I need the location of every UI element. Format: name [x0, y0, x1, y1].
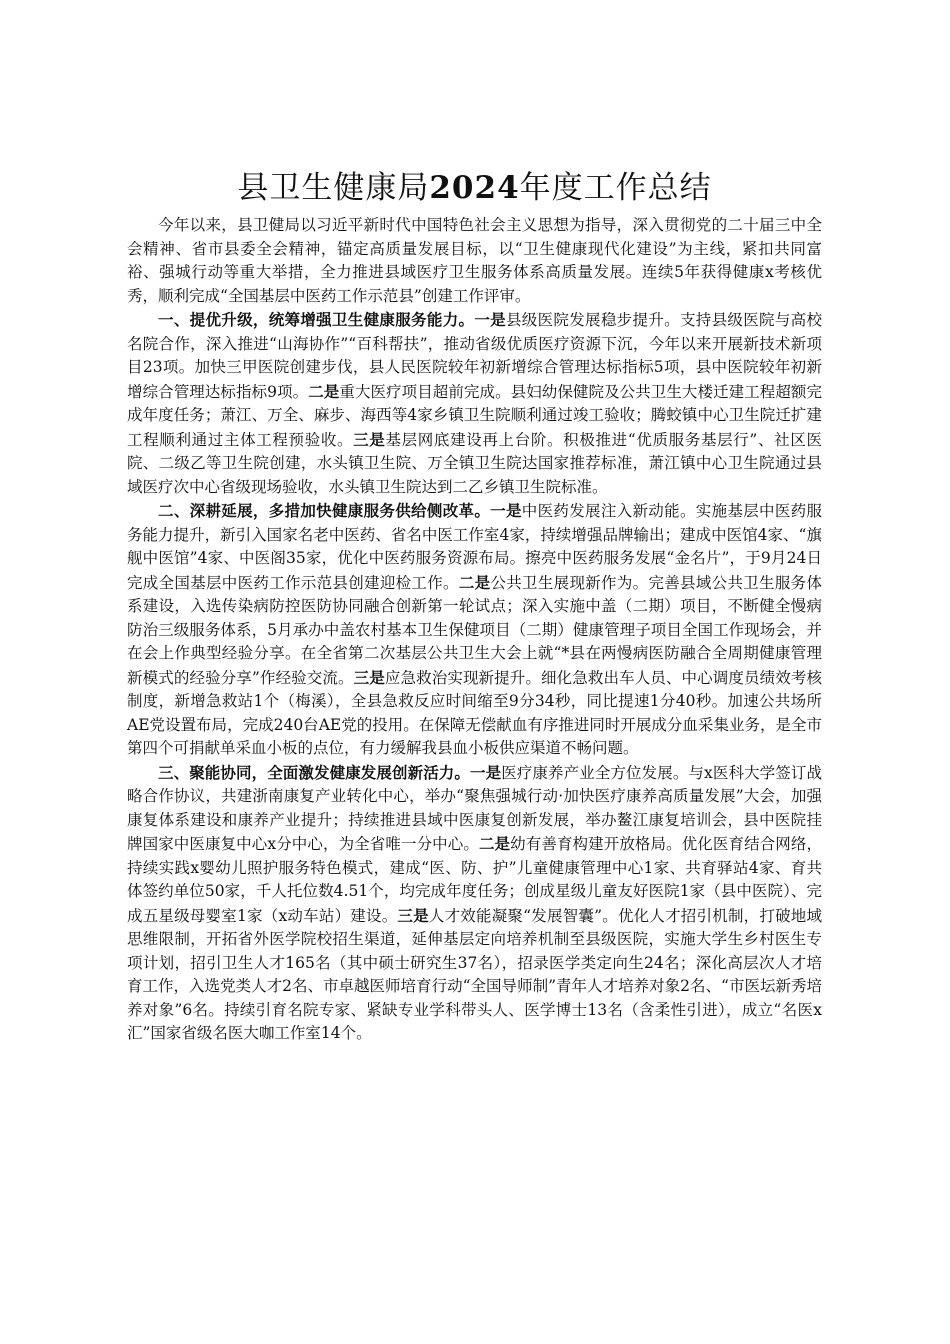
section-3-text-1: 医疗康养产业全方位发展。与x医科大学签订战略合作协议，共建浙南康复产业转化中心，举办“聚焦强城行动·加快医疗康养高质量发展”大会，加强康复体系建设和康养产业提升；持续推进县域中医康复创新发展，举办鳌江康复培训会，县中医院挂牌国家中医康复中心x分中心，为全省唯一分中心。 [127, 763, 822, 853]
section-1-paragraph [127, 308, 822, 499]
section-3-paragraph [127, 761, 822, 1046]
section-2-paragraph [127, 499, 822, 761]
title-suffix: 年度工作总结 [519, 170, 712, 206]
section-3-marker-3: 三是 [397, 905, 429, 925]
section-1-marker-2: 二是 [308, 381, 340, 401]
section-1-text-2: 重大医疗项目超前完成。县妇幼保健院及公共卫生大楼迁建工程超额完成年度任务；萧江、万全、麻步、海西等4家乡镇卫生院顺利通过竣工验收；腾蛟镇中心卫生院迁扩建工程顺利通过主体工程预验收。 [127, 382, 822, 449]
section-3-marker-1: 一是 [470, 762, 502, 782]
section-3-heading: 三、聚能协同，全面激发健康发展创新活力。 [158, 762, 471, 782]
title-year: 2024 [429, 170, 520, 206]
section-2-marker-1: 一是 [490, 501, 522, 520]
section-1-heading: 一、提优升级，统筹增强卫生健康服务能力。 [158, 310, 475, 329]
section-2-text-3: 应急救治实现新提升。细化急救出车人员、中心调度员绩效考核制度，新增急救站1个（梅溪），全县急救反应时间缩至9分34秒，同比提速1分40秒。加速公共场所AE党设置布局，完成240台AE党的投用。在保障无偿献血有序推进同时开展成分血采集业务，是全市第四个可捐献单采血小板的点位，有力缓解我县血小板供应渠道不畅问题。 [127, 668, 822, 757]
section-3-text-2: 幼有善育构建开放格局。优化医育结合网络，持续实践x婴幼儿照护服务特色模式，建成“医、防、护”儿童健康管理中心1家、共育驿站4家、育共体签约单位50家，千人托位数4.51个，均完成年度任务；创成星级儿童友好医院1家（县中医院）、完成五星级母婴室1家（x动车站）建设。 [127, 835, 822, 925]
section-3-marker-2: 二是 [478, 834, 511, 853]
section-3-text-3: 人才效能凝聚“发展智囊”。优化人才招引机制，打破地域思维限制，开拓省外医学院校招生渠道，延伸基层定向培养机制至县级医院，实施大学生乡村医生专项计划，招引卫生人才165名（其中硕士研究生37名），招录医学类定向生24名；深化高层次人才培育工作，入选党类人才2名、市卓越医师培育行动“全国导师制”青年人才培养对象2名、“市医坛新秀培养对象”6名。持续引育名院专家、紧缺专业学科带头人、医学博士13名（含柔性引进），成立“名医x汇”国家省级名医大咖工作室14个。 [127, 906, 822, 1042]
section-2-marker-3: 三是 [353, 667, 385, 687]
section-1-text-3: 基层网底建设再上台阶。积极推进“优质服务基层行”、社区医院、二级乙等卫生院创建，水头镇卫生院、万全镇卫生院达国家推荐标准，萧江镇中心卫生院通过县域医疗次中心省级现场验收，水头镇卫生院达到二乙乡镇卫生院标准。 [127, 430, 822, 496]
section-1-marker-1: 一是 [474, 310, 506, 329]
title-prefix: 县卫生健康局 [237, 170, 430, 206]
document-body [127, 168, 822, 1046]
document-title [127, 168, 822, 208]
section-1-text-1: 县级医院发展稳步提升。支持县级医院与高校名院合作，深入推进“山海协作”“百科帮扶”，推动省级优质医疗资源下沉，今年以来开展新技术新项目23项。加快三甲医院创建步伐，县人民医院较年初新增综合管理达标指标5项，县中医院较年初新增综合管理达标指标9项。 [127, 311, 822, 401]
intro-paragraph: 今年以来，县卫健局以习近平新时代中国特色社会主义思想为指导，深入贯彻党的二十届三中全会精神、省市县委全会精神，锚定高质量发展目标，以“卫生健康现代化建设”为主线，紧扣共同富裕、强城行动等重大举措，全力推进县域医疗卫生服务体系高质量发展。连续5年获得健康x考核优秀，顺利完成“全国基层中医药工作示范县”创建工作评审。 [127, 216, 822, 305]
section-2-text-1: 中医药发展注入新动能。实施基层中医药服务能力提升，新引入国家名老中医药、省名中医工作室4家，持续增强品牌输出；建成中医馆4家、“旗舰中医馆”4家、中医阁35家，优化中医药服务资源布局。擦亮中医药服务发展“金名片”，于9月24日完成全国基层中医药工作示范县创建迎检工作。 [127, 502, 822, 592]
section-2-text-2: 公共卫生展现新作为。完善县域公共卫生服务体系建设，入选传染病防控医防协同融合创新第一轮试点；深入实施中盖（二期）项目，不断健全慢病防治三级服务体系，5月承办中盖农村基本卫生保健项目（二期）健康管理子项目全国工作现场会，并在会上作典型经验分享。在全省第二次基层公共卫生大会上就“*县在两慢病医防融合全周期健康管理新模式的经验分享”作经验交流。 [127, 573, 822, 687]
section-1-marker-3: 三是 [353, 429, 386, 449]
section-2-heading: 二、深耕延展，多措加快健康服务供给侧改革。 [158, 501, 491, 520]
section-2-marker-2: 二是 [458, 572, 491, 592]
